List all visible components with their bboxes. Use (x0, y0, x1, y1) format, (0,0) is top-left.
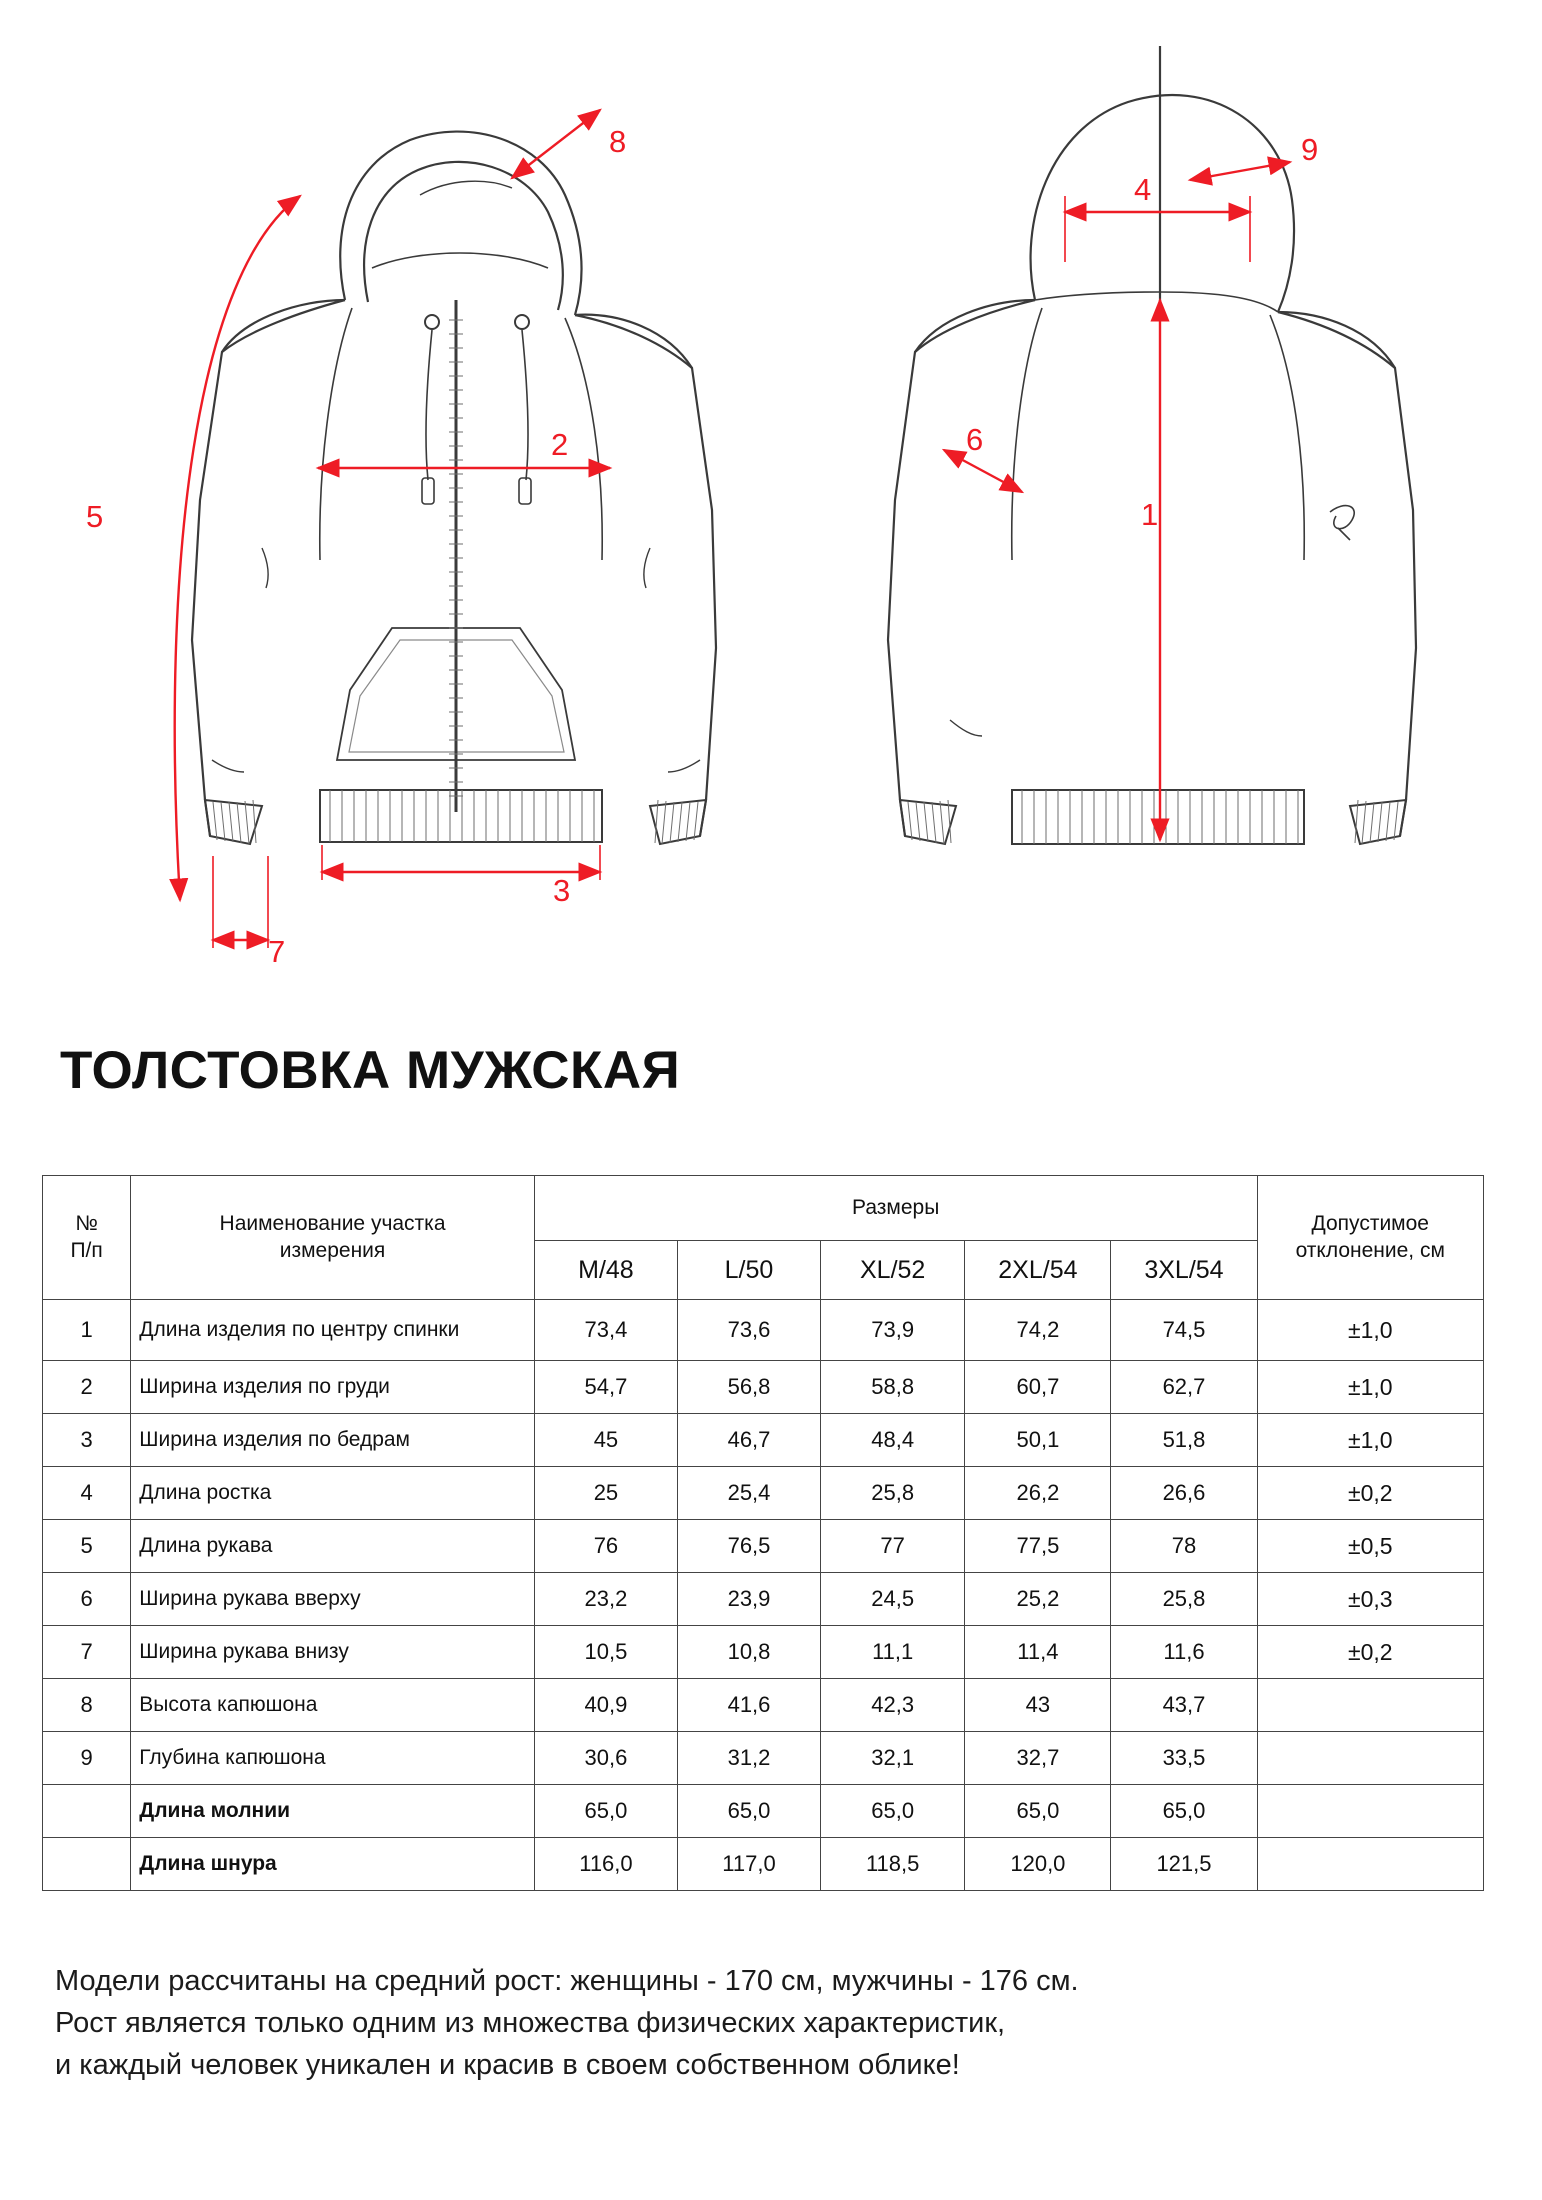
row-value: 25,2 (965, 1573, 1111, 1626)
row-value: 62,7 (1111, 1361, 1257, 1414)
header-deviation (1257, 1176, 1483, 1300)
row-value: 56,8 (678, 1361, 821, 1414)
page-title: ТОЛСТОВКА МУЖСКАЯ (60, 1041, 681, 1100)
header-size-2: XL/52 (820, 1241, 964, 1300)
row-value: 23,2 (534, 1573, 677, 1626)
row-num: 5 (43, 1520, 131, 1573)
label-9: 9 (1301, 132, 1319, 167)
row-value: 32,7 (965, 1732, 1111, 1785)
row-num: 4 (43, 1467, 131, 1520)
row-value: 73,6 (678, 1300, 821, 1361)
row-value: 73,9 (820, 1300, 964, 1361)
header-num (43, 1176, 131, 1300)
row-name: Глубина капюшона (131, 1732, 535, 1785)
label-3: 3 (553, 873, 571, 908)
table-row (43, 1679, 1484, 1732)
row-value: 60,7 (965, 1361, 1111, 1414)
row-num: 8 (43, 1679, 131, 1732)
row-num (43, 1785, 131, 1838)
row-num (43, 1838, 131, 1891)
row-value: 23,9 (678, 1573, 821, 1626)
row-value: 65,0 (1111, 1785, 1257, 1838)
row-value: 51,8 (1111, 1414, 1257, 1467)
row-value: 11,4 (965, 1626, 1111, 1679)
row-deviation: ±1,0 (1257, 1414, 1483, 1467)
row-value: 32,1 (820, 1732, 964, 1785)
header-size-0: M/48 (534, 1241, 677, 1300)
row-name: Ширина рукава внизу (131, 1626, 535, 1679)
header-sizes-group: Размеры (534, 1176, 1257, 1241)
row-value: 76,5 (678, 1520, 821, 1573)
row-value: 33,5 (1111, 1732, 1257, 1785)
label-1: 1 (1141, 497, 1159, 532)
header-size-4: 3XL/54 (1111, 1241, 1257, 1300)
row-name: Ширина изделия по бедрам (131, 1414, 535, 1467)
row-value: 43,7 (1111, 1679, 1257, 1732)
row-deviation (1257, 1838, 1483, 1891)
row-value: 116,0 (534, 1838, 677, 1891)
row-deviation: ±0,3 (1257, 1573, 1483, 1626)
label-2: 2 (551, 427, 569, 462)
row-value: 46,7 (678, 1414, 821, 1467)
row-value: 24,5 (820, 1573, 964, 1626)
row-deviation: ±0,2 (1257, 1626, 1483, 1679)
back-measure-labels (966, 132, 1318, 532)
header-size-1: L/50 (678, 1241, 821, 1300)
row-deviation (1257, 1679, 1483, 1732)
row-name: Высота капюшона (131, 1679, 535, 1732)
note-line-2: Рост является только одним из множества физических характеристик, (55, 2007, 1006, 2040)
row-num: 2 (43, 1361, 131, 1414)
row-value: 77 (820, 1520, 964, 1573)
label-4: 4 (1134, 172, 1152, 207)
table-row (43, 1838, 1484, 1891)
row-num: 6 (43, 1573, 131, 1626)
row-value: 118,5 (820, 1838, 964, 1891)
row-value: 25,8 (820, 1467, 964, 1520)
row-value: 65,0 (965, 1785, 1111, 1838)
row-value: 50,1 (965, 1414, 1111, 1467)
size-table (42, 1175, 1484, 1891)
header-name-line2: измерения (279, 1238, 386, 1262)
row-value: 76 (534, 1520, 677, 1573)
row-value: 77,5 (965, 1520, 1111, 1573)
back-measure-lines (944, 162, 1290, 840)
label-6: 6 (966, 422, 984, 457)
row-value: 74,2 (965, 1300, 1111, 1361)
row-value: 43 (965, 1679, 1111, 1732)
table-row (43, 1467, 1484, 1520)
table-row (43, 1785, 1484, 1838)
label-7: 7 (268, 934, 286, 969)
row-value: 26,2 (965, 1467, 1111, 1520)
row-value: 58,8 (820, 1361, 964, 1414)
header-size-3: 2XL/54 (965, 1241, 1111, 1300)
row-deviation (1257, 1732, 1483, 1785)
row-value: 11,1 (820, 1626, 964, 1679)
header-deviation-line2: отклонение, см (1295, 1238, 1445, 1262)
table-row (43, 1520, 1484, 1573)
row-value: 10,8 (678, 1626, 821, 1679)
row-deviation: ±0,5 (1257, 1520, 1483, 1573)
row-value: 65,0 (820, 1785, 964, 1838)
row-value: 65,0 (678, 1785, 821, 1838)
front-measure-lines (175, 110, 610, 948)
header-num-line1: № (75, 1212, 98, 1236)
row-value: 30,6 (534, 1732, 677, 1785)
row-name: Длина шнура (131, 1838, 535, 1891)
header-name-line1: Наименование участка (219, 1212, 446, 1236)
row-value: 31,2 (678, 1732, 821, 1785)
row-value: 11,6 (1111, 1626, 1257, 1679)
row-value: 25 (534, 1467, 677, 1520)
row-num: 1 (43, 1300, 131, 1361)
row-value: 74,5 (1111, 1300, 1257, 1361)
table-row (43, 1414, 1484, 1467)
footer-note (55, 1960, 1475, 2086)
row-deviation: ±1,0 (1257, 1361, 1483, 1414)
note-line-3: и каждый человек уникален и красив в своем собственном облике! (55, 2049, 960, 2082)
row-name: Ширина изделия по груди (131, 1361, 535, 1414)
size-table-wrapper (42, 1175, 1484, 1891)
row-value: 25,4 (678, 1467, 821, 1520)
row-value: 120,0 (965, 1838, 1111, 1891)
table-row (43, 1300, 1484, 1361)
row-value: 65,0 (534, 1785, 677, 1838)
row-value: 40,9 (534, 1679, 677, 1732)
row-value: 25,8 (1111, 1573, 1257, 1626)
row-name: Длина изделия по центру спинки (131, 1300, 535, 1361)
row-value: 45 (534, 1414, 677, 1467)
row-deviation (1257, 1785, 1483, 1838)
row-value: 42,3 (820, 1679, 964, 1732)
row-value: 121,5 (1111, 1838, 1257, 1891)
row-deviation: ±1,0 (1257, 1300, 1483, 1361)
table-row (43, 1573, 1484, 1626)
row-value: 73,4 (534, 1300, 677, 1361)
row-value: 48,4 (820, 1414, 964, 1467)
row-name: Длина рукава (131, 1520, 535, 1573)
row-num: 7 (43, 1626, 131, 1679)
header-name (131, 1176, 535, 1300)
front-view-illustration (192, 132, 716, 844)
note-line-1: Модели рассчитаны на средний рост: женщины - 170 см, мужчины - 176 см. (55, 1965, 1079, 1997)
row-value: 10,5 (534, 1626, 677, 1679)
label-5: 5 (86, 499, 104, 534)
row-name: Длина молнии (131, 1785, 535, 1838)
row-value: 78 (1111, 1520, 1257, 1573)
row-value: 26,6 (1111, 1467, 1257, 1520)
row-name: Ширина рукава вверху (131, 1573, 535, 1626)
table-row (43, 1361, 1484, 1414)
row-value: 117,0 (678, 1838, 821, 1891)
row-value: 41,6 (678, 1679, 821, 1732)
table-header-row-1 (43, 1176, 1484, 1241)
row-num: 3 (43, 1414, 131, 1467)
row-deviation: ±0,2 (1257, 1467, 1483, 1520)
label-8: 8 (609, 124, 627, 159)
header-deviation-line1: Допустимое (1311, 1212, 1429, 1236)
row-num: 9 (43, 1732, 131, 1785)
table-row (43, 1732, 1484, 1785)
header-num-line2: П/п (70, 1238, 103, 1262)
row-value: 54,7 (534, 1361, 677, 1414)
row-name: Длина ростка (131, 1467, 535, 1520)
garment-diagrams (0, 0, 1542, 1010)
table-row (43, 1626, 1484, 1679)
